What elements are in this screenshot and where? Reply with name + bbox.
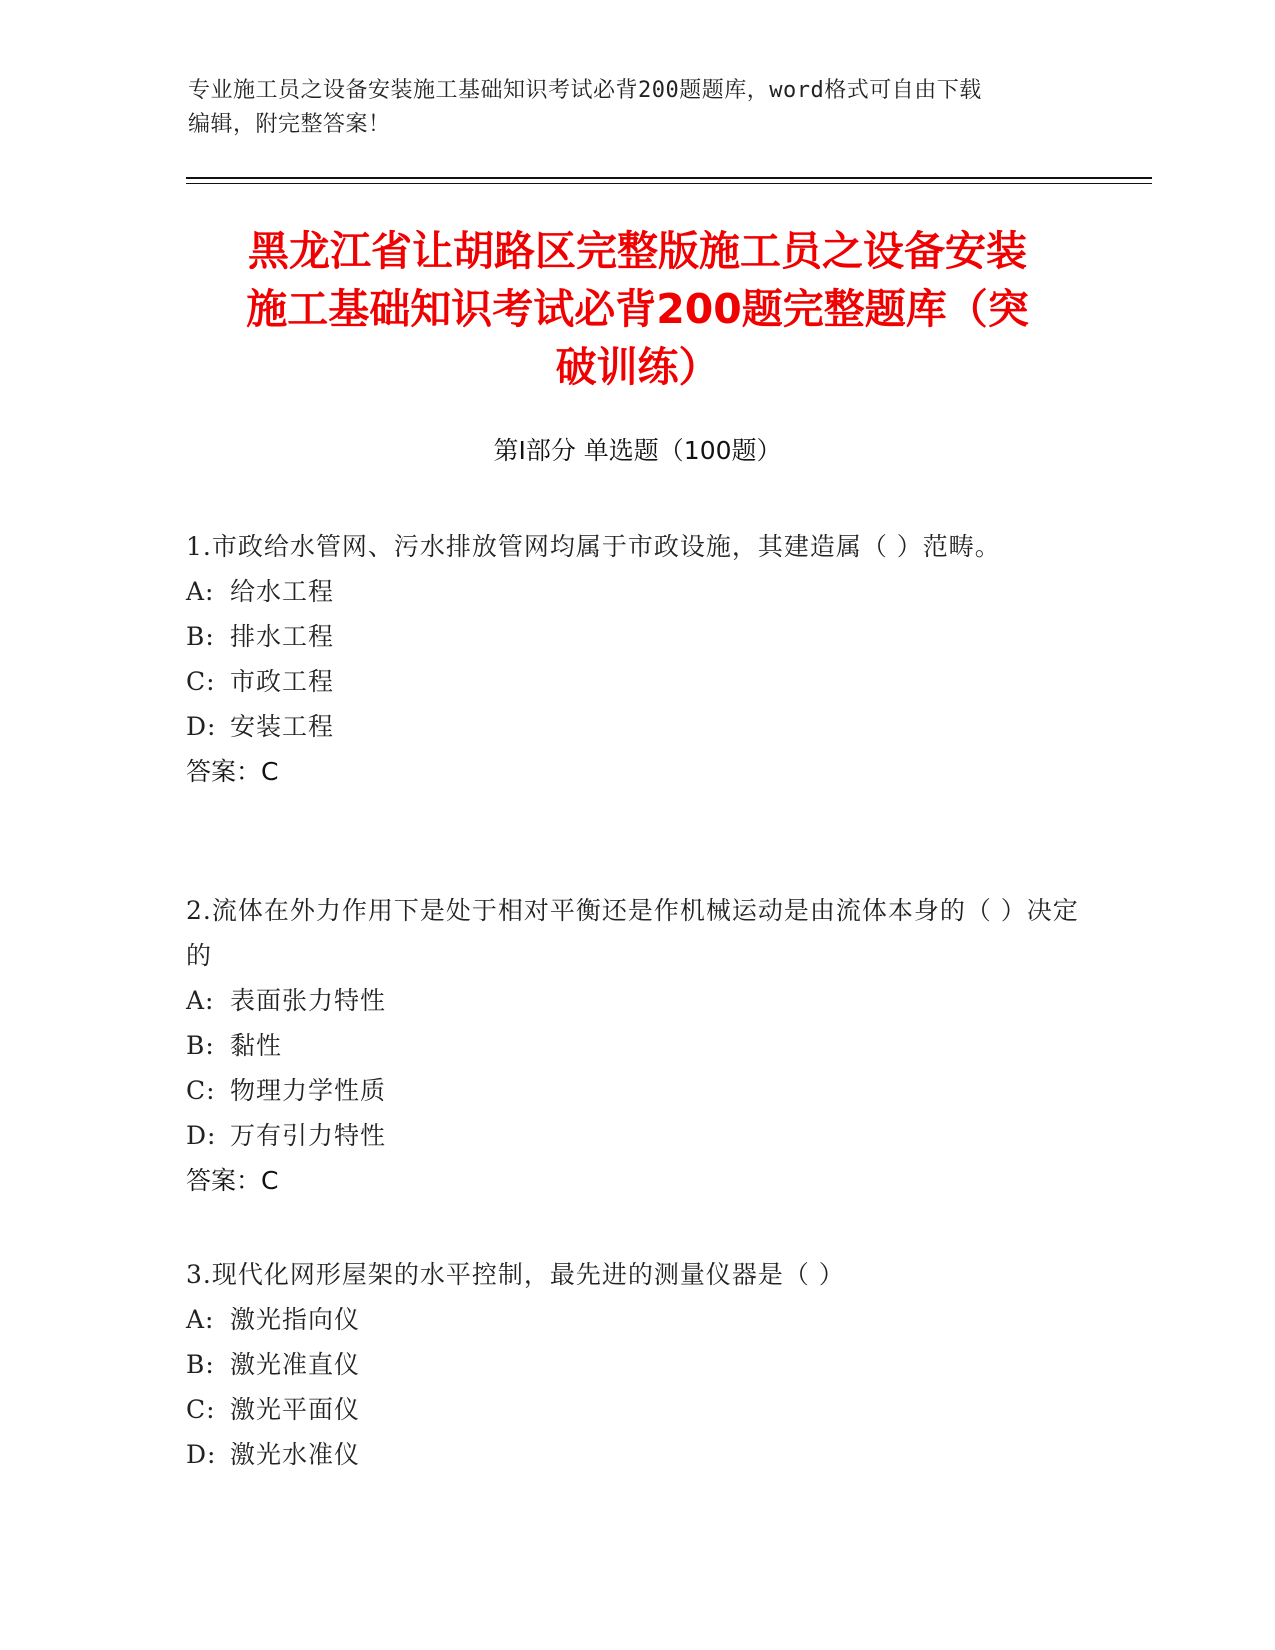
header-note-line-2: 编辑，附完整答案！ xyxy=(188,112,391,137)
option-key: D: xyxy=(186,1440,217,1469)
question-stem: 1.市政给水管网、污水排放管网均属于市政设施，其建造属（ ）范畴。 xyxy=(186,532,1001,561)
question-1 xyxy=(186,524,1086,794)
option-c xyxy=(186,1068,1086,1113)
option-text: 激光准直仪 xyxy=(230,1350,361,1379)
answer-line: 答案：C xyxy=(186,757,279,786)
option-key: D: xyxy=(186,712,217,741)
option-text: 排水工程 xyxy=(230,622,335,651)
option-c xyxy=(186,659,1086,704)
option-d xyxy=(186,1432,1086,1477)
option-b xyxy=(186,1023,1086,1068)
option-key: B: xyxy=(186,1350,215,1379)
option-d xyxy=(186,1113,1086,1158)
document-title xyxy=(160,222,1115,396)
option-d xyxy=(186,704,1086,749)
option-key: A: xyxy=(186,577,215,606)
option-b xyxy=(186,1342,1086,1387)
option-text: 表面张力特性 xyxy=(230,986,387,1015)
question-3 xyxy=(186,1252,1086,1477)
question-stem: 2.流体在外力作用下是处于相对平衡还是作机械运动是由流体本身的（ ）决定的 xyxy=(186,896,1079,970)
header-rule-thin xyxy=(186,183,1152,184)
option-key: B: xyxy=(186,1031,215,1060)
option-key: D: xyxy=(186,1121,217,1150)
question-2 xyxy=(186,888,1086,1203)
document-title-line-1: 黑龙江省让胡路区完整版施工员之设备安装 xyxy=(248,227,1027,275)
option-key: A: xyxy=(186,986,215,1015)
header-rule-thick xyxy=(186,177,1152,179)
option-text: 安装工程 xyxy=(230,712,335,741)
option-key: A: xyxy=(186,1305,215,1334)
option-text: 物理力学性质 xyxy=(230,1076,387,1105)
option-a xyxy=(186,978,1086,1023)
answer-line: 答案：C xyxy=(186,1166,279,1195)
document-title-line-3: 破训练） xyxy=(555,343,720,391)
option-key: C: xyxy=(186,667,216,696)
header-note xyxy=(188,74,1068,142)
header-note-line-1: 专业施工员之设备安装施工基础知识考试必背200题题库，word格式可自由下载 xyxy=(188,78,982,103)
option-text: 给水工程 xyxy=(230,577,335,606)
option-text: 黏性 xyxy=(230,1031,283,1060)
option-text: 激光指向仪 xyxy=(230,1305,361,1334)
option-c xyxy=(186,1387,1086,1432)
option-a xyxy=(186,569,1086,614)
option-text: 激光水准仪 xyxy=(230,1440,361,1469)
option-text: 市政工程 xyxy=(230,667,335,696)
option-key: B: xyxy=(186,622,215,651)
option-text: 激光平面仪 xyxy=(230,1395,361,1424)
option-a xyxy=(186,1297,1086,1342)
section-heading: 第Ⅰ部分 单选题（100题） xyxy=(493,436,782,465)
option-key: C: xyxy=(186,1395,216,1424)
option-key: C: xyxy=(186,1076,216,1105)
document-title-line-2: 施工基础知识考试必背200题完整题库（突 xyxy=(246,285,1029,333)
question-stem: 3.现代化网形屋架的水平控制，最先进的测量仪器是（ ） xyxy=(186,1260,845,1289)
option-b xyxy=(186,614,1086,659)
option-text: 万有引力特性 xyxy=(230,1121,387,1150)
